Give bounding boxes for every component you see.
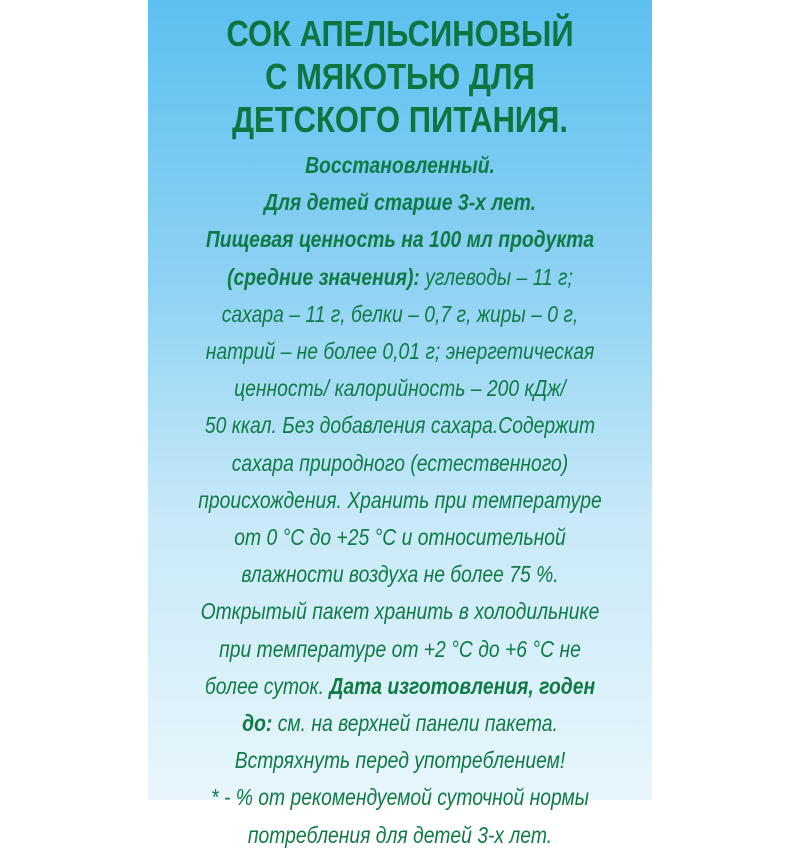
storage-line-4: Открытый пакет хранить в холодильнике: [200, 598, 600, 625]
storage-line-1: происхождения. Хранить при температуре: [198, 486, 602, 513]
label-body: [172, 147, 629, 854]
storage-line-6: [172, 668, 629, 705]
shake-instruction: Встряхнуть перед употреблением!: [234, 747, 566, 774]
storage-line-7: [172, 705, 629, 742]
nutrition-line-4: натрий – не более 0,01 г; энергетическая: [205, 338, 595, 365]
nutrition-line-6: 50 ккал. Без добавления сахара.Содержит: [204, 412, 596, 439]
title-line-2: С МЯКОТЬЮ ДЛЯ: [265, 56, 535, 97]
restored-note: Восстановленный.: [305, 152, 495, 178]
nutrition-heading-2: (средние значения):: [227, 263, 420, 290]
storage-line-3: влажности воздуха не более 75 %.: [241, 561, 559, 588]
nutrition-line-5: ценность/ калорийность – 200 кДж/: [234, 375, 566, 402]
footnote-line-1: * - % от рекомендуемой суточной нормы: [211, 784, 589, 811]
nutrition-line-2: [172, 259, 629, 296]
nutrition-carbs: углеводы – 11 г;: [419, 263, 573, 290]
manufacture-date-heading: Дата изготовления, годен: [329, 672, 596, 699]
storage-line-5: при температуре от +2 °С до +6 °С не: [219, 635, 581, 662]
title-line-1: СОК АПЕЛЬСИНОВЫЙ: [226, 13, 574, 54]
storage-line-7-text: см. на верхней панели пакета.: [272, 710, 558, 737]
storage-line-2: от 0 °С до +25 °С и относительной: [234, 524, 566, 551]
nutrition-heading: Пищевая ценность на 100 мл продукта: [205, 226, 595, 253]
age-note: Для детей старше 3-х лет.: [263, 189, 537, 216]
product-title: [183, 12, 616, 141]
expiry-heading: до:: [242, 710, 273, 737]
title-line-3: ДЕТСКОГО ПИТАНИЯ.: [231, 99, 569, 140]
product-label: [148, 0, 652, 848]
nutrition-line-3: сахара – 11 г, белки – 0,7 г, жиры – 0 г,: [221, 300, 579, 327]
footnote-line-2: потребления для детей 3-х лет.: [247, 821, 553, 848]
storage-line-6-text: более суток.: [204, 672, 330, 699]
nutrition-line-7: сахара природного (естественного): [231, 449, 569, 476]
